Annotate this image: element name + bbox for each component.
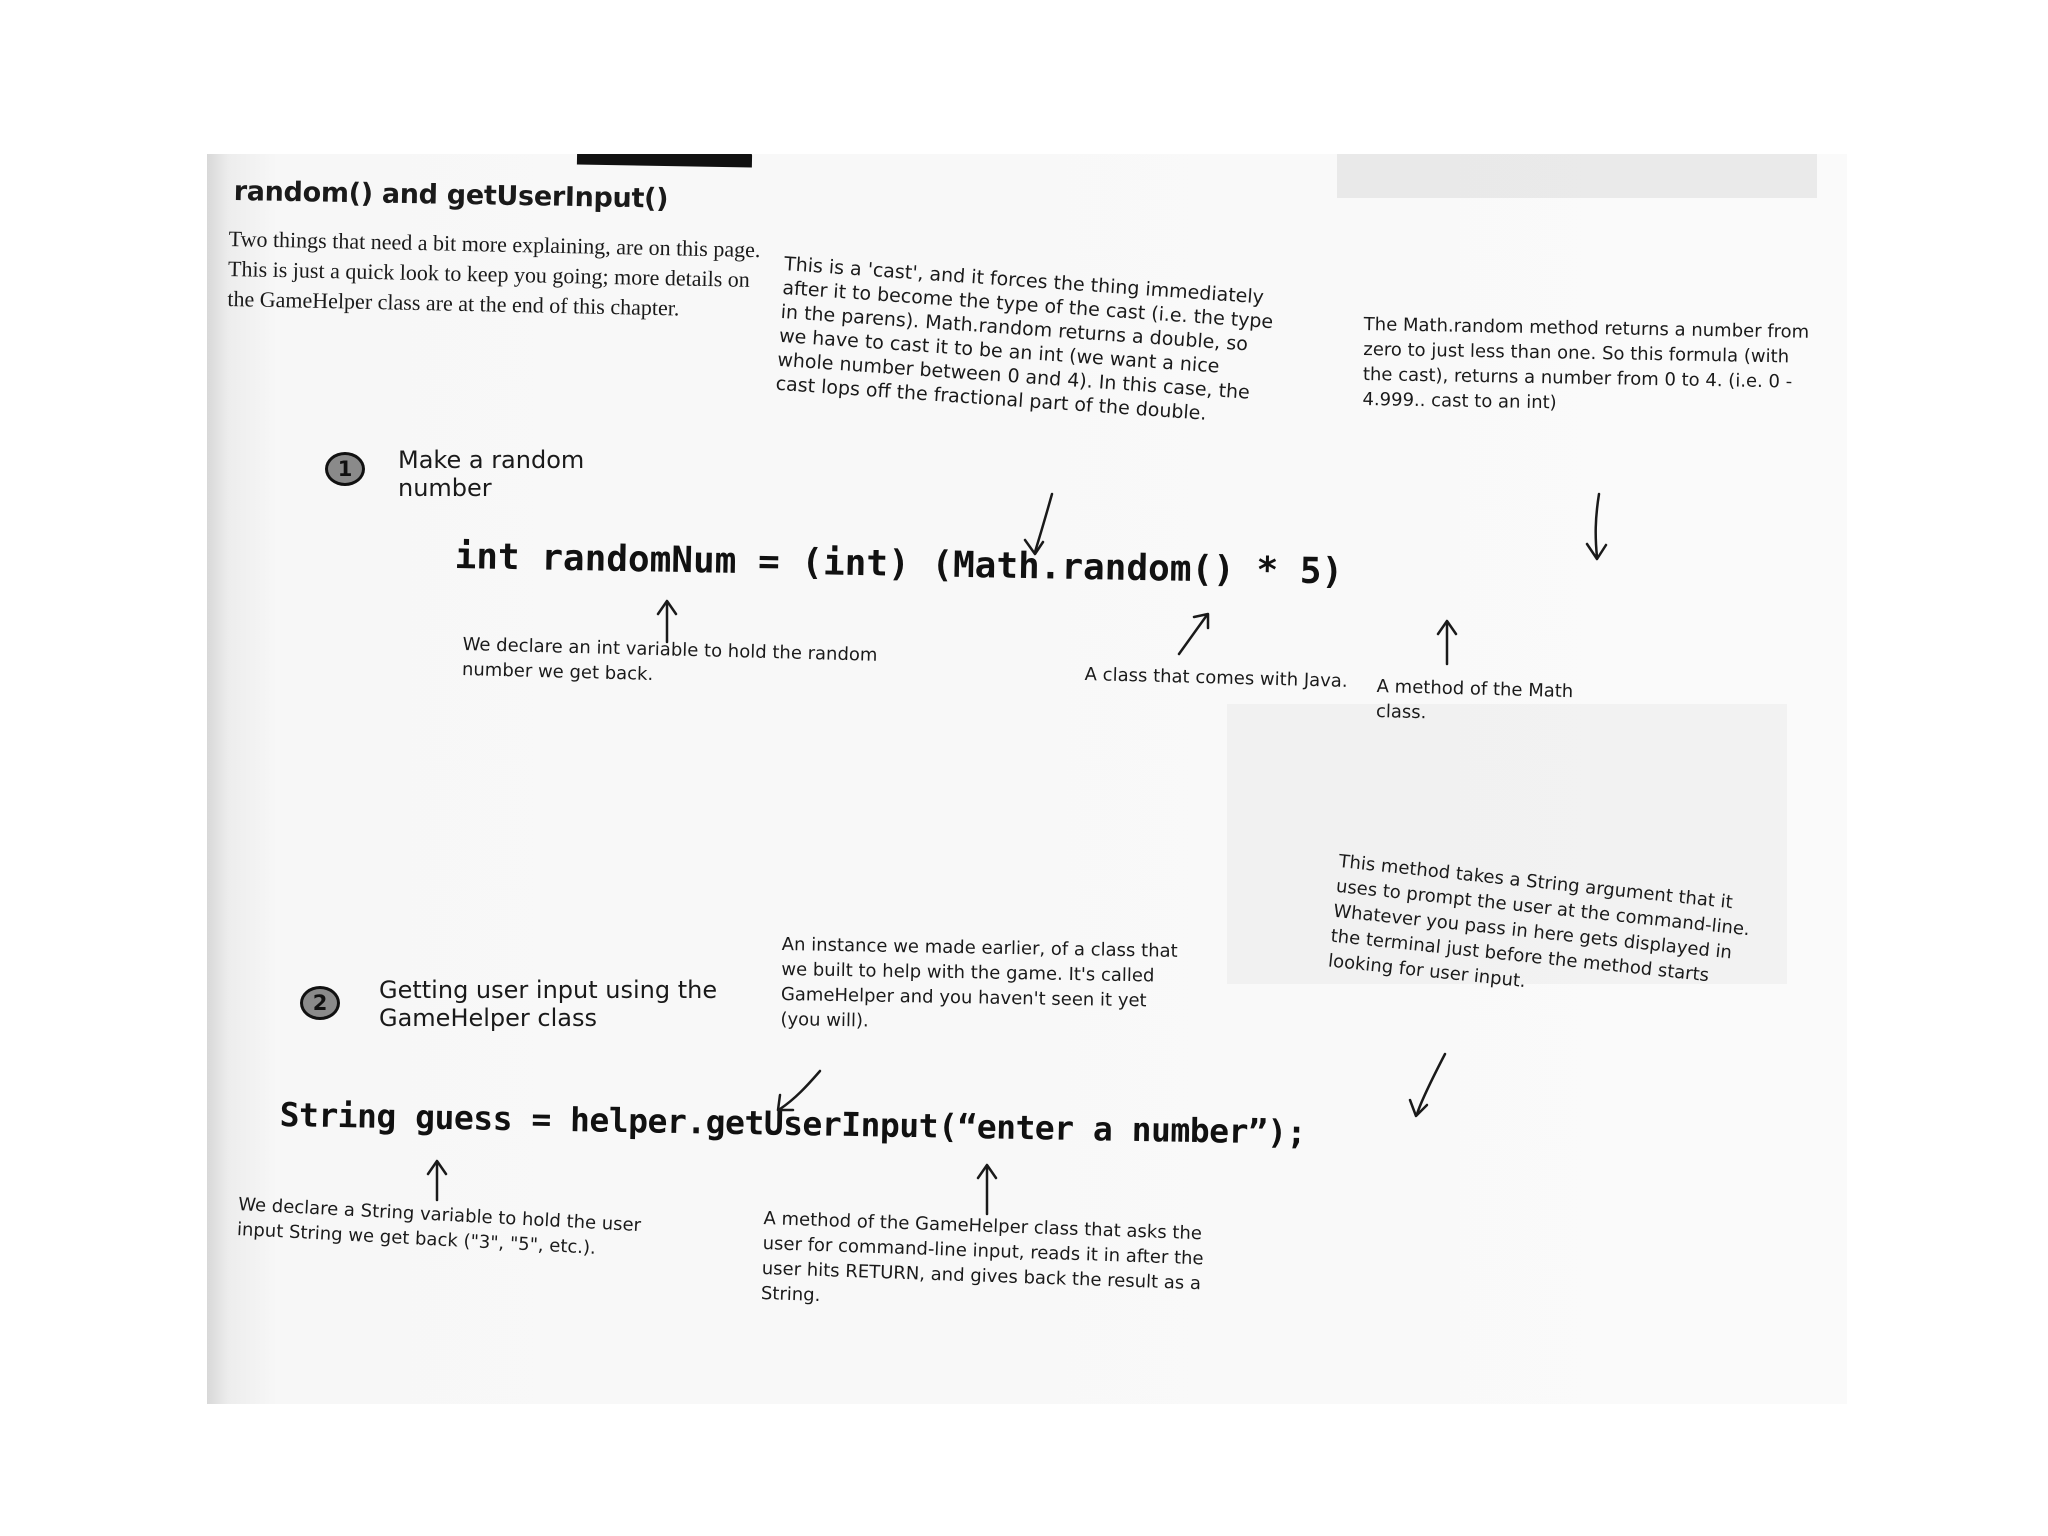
arrow-to-helper	[778, 1071, 820, 1110]
java-class-annotation: A class that comes with Java.	[1084, 663, 1348, 692]
arrow-up-to-getuserinput	[978, 1165, 996, 1214]
annotation-arrows	[207, 154, 1847, 1404]
arrow-down-to-argument	[1410, 1054, 1445, 1116]
step-title: Getting user input using the GameHelper class	[379, 976, 718, 1032]
arrow-up-to-math	[1179, 614, 1208, 654]
page-heading: random() and getUserInput()	[233, 176, 669, 215]
random-number-code-line: int randomNum = (int) (Math.random() * 5)	[454, 536, 1344, 593]
arrow-down-to-multiplier	[1587, 494, 1606, 559]
step-number-badge: 1	[325, 452, 365, 486]
gamehelper-method-annotation: A method of the GameHelper class that asks the user for command-line input, reads it in after the user hits RETURN, and gives back the result as a String.	[760, 1207, 1204, 1307]
step-title: Make a random number	[398, 446, 585, 502]
step-number-badge: 2	[300, 986, 340, 1020]
arrow-up-to-random	[1438, 621, 1456, 664]
user-input-code-line: String guess = helper.getUserInput(“enter a number”);	[279, 1095, 1307, 1152]
declare-int-annotation: We declare an int variable to hold the random number we get back.	[461, 633, 878, 685]
arrow-up-to-randomnum	[658, 601, 676, 642]
arrow-down-to-cast	[1025, 494, 1052, 554]
intro-paragraph: Two things that need a bit more explaining, are on this page. This is just a quick look to keep you going; more details on the GameHelper class are at the end of this chapter.	[227, 225, 761, 321]
scanned-book-page	[207, 154, 1847, 1404]
instance-annotation: An instance we made earlier, of a class that we built to help with the game. It's called GameHelper and you haven't seen it yet (you will).	[780, 933, 1178, 1032]
cast-annotation: This is a 'cast', and it forces the thing immediately after it to become the type of the cast (i.e. the type in the parens). Math.random returns a double, so we have to cast it to be an int (we want a nice whole number between 0 and 4). In this case, the cast lops off the fractional part of the double.	[775, 252, 1274, 425]
math-random-annotation: The Math.random method returns a number from zero to just less than one. So this formula (with the cast), returns a number from 0 to 4. (i.e. 0 - 4.999.. cast to an int)	[1362, 313, 1810, 414]
prompt-annotation: This method takes a String argument that it uses to prompt the user at the command-line. Whatever you pass in here gets displayed in the terminal just before the method starts looking for user input.	[1327, 850, 1751, 993]
math-method-annotation: A method of the Math class.	[1375, 675, 1574, 724]
declare-string-annotation: We declare a String variable to hold the user input String we get back ("3", "5", etc.).	[236, 1193, 642, 1259]
arrow-up-to-string	[428, 1161, 446, 1200]
